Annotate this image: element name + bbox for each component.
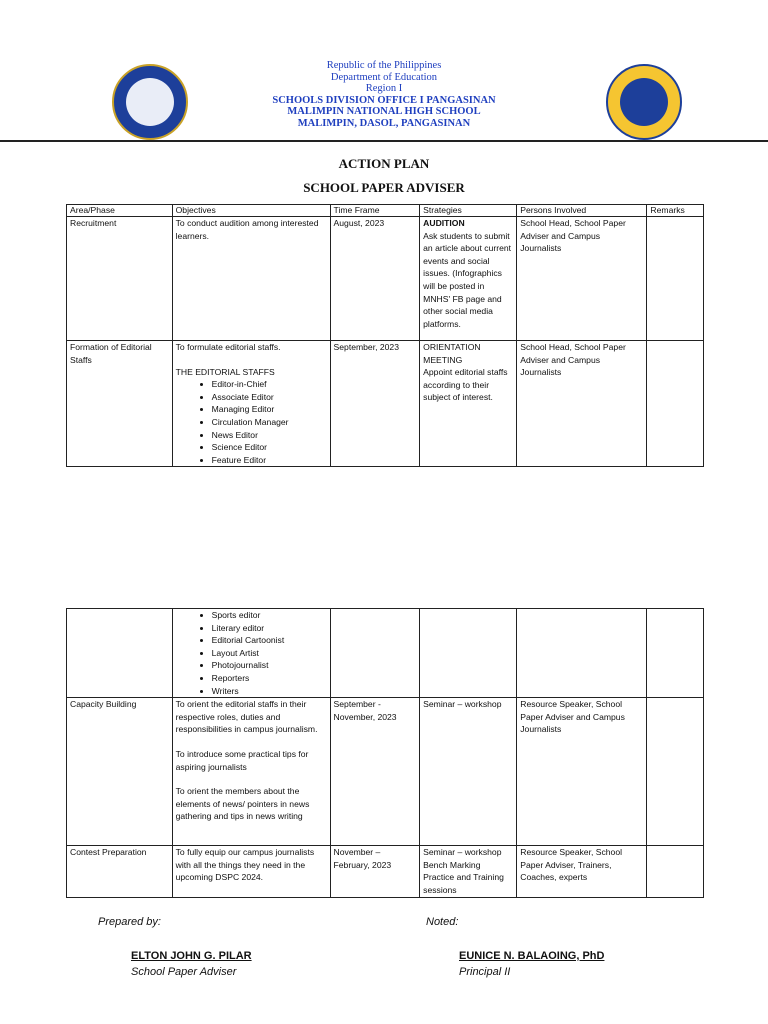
objective-text-1: To orient the editorial staffs in their respective roles, duties and responsibilities in campus journalism.: [175, 699, 318, 735]
column-header-strategies: Strategies: [420, 205, 517, 217]
list-item: • News Editor: [212, 429, 327, 442]
list-item: • Science Editor: [212, 441, 327, 454]
objective-text-3: To orient the members about the elements of news/ pointers in news gathering and tips in news writing: [175, 786, 310, 822]
cell-remarks: [647, 846, 704, 897]
column-header-persons: Persons Involved: [517, 205, 647, 217]
table-row-formation-continued: [67, 609, 704, 698]
cell-time-frame: [330, 609, 420, 698]
cell-time-frame: August, 2023: [330, 217, 420, 341]
noted-label: Noted:: [426, 916, 459, 928]
cell-remarks: [647, 698, 704, 846]
cell-objective: To fully equip our campus journalists with all the things they need in the upcoming DSPC 2024.: [172, 846, 330, 897]
cell-area: Capacity Building: [67, 698, 173, 846]
column-header-objectives: Objectives: [172, 205, 330, 217]
action-plan-table-part-1: [66, 204, 704, 467]
header-line-3: Region I: [365, 83, 403, 94]
list-item: • Managing Editor: [212, 403, 327, 416]
noted-by-role: Principal II: [459, 966, 511, 978]
cell-time-frame: November – February, 2023: [330, 846, 420, 897]
cell-time-frame: September - November, 2023: [330, 698, 420, 846]
cell-area: Contest Preparation: [67, 846, 173, 897]
editorial-staff-list-continued: [176, 609, 327, 697]
list-item: • Sports editor: [212, 609, 327, 622]
list-item: • Layout Artist: [212, 647, 327, 660]
division-office-name: SCHOOLS DIVISION OFFICE I PANGASINAN: [272, 94, 496, 106]
table-row-recruitment: [67, 217, 704, 341]
table-row-capacity-building: [67, 698, 704, 846]
list-item: • Editorial Cartoonist: [212, 634, 327, 647]
column-header-remarks: Remarks: [647, 205, 704, 217]
cell-area: Recruitment: [67, 217, 173, 341]
editorial-staff-list: [176, 378, 327, 466]
action-plan-table-part-2: [66, 608, 704, 898]
noted-by-name: EUNICE N. BALAOING, PhD: [459, 950, 605, 962]
cell-objective: To conduct audition among interested learners.: [172, 217, 330, 341]
table-row-contest-preparation: [67, 846, 704, 897]
cell-persons: School Head, School Paper Adviser and Campus Journalists: [517, 341, 647, 467]
prepared-by-role: School Paper Adviser: [131, 966, 237, 978]
strategy-title: ORIENTATION MEETING: [423, 342, 481, 365]
column-header-time-frame: Time Frame: [330, 205, 420, 217]
objective-text: To formulate editorial staffs.: [175, 342, 281, 352]
division-logo-center-icon: [620, 78, 668, 126]
table-header-row: [67, 205, 704, 217]
strategy-title: AUDITION: [423, 218, 465, 228]
letterhead: [0, 60, 768, 140]
school-address: MALIMPIN, DASOL, PANGASINAN: [297, 117, 471, 129]
cell-time-frame: September, 2023: [330, 341, 420, 467]
cell-strategy: Seminar – workshop: [420, 698, 517, 846]
cell-objective: [172, 341, 330, 467]
cell-persons: School Head, School Paper Adviser and Campus Journalists: [517, 217, 647, 341]
division-office-logo: [606, 64, 682, 140]
list-item: • Associate Editor: [212, 391, 327, 404]
list-item: • Feature Editor: [212, 454, 327, 467]
list-item: • Photojournalist: [212, 659, 327, 672]
prepared-by-label: Prepared by:: [98, 916, 161, 928]
objective-text-2: To introduce some practical tips for aspiring journalists: [175, 748, 309, 772]
cell-area: Formation of Editorial Staffs: [67, 341, 173, 467]
cell-persons: Resource Speaker, School Paper Adviser, Trainers, Coaches, experts: [517, 846, 647, 897]
cell-objective: [172, 698, 330, 846]
cell-remarks: [647, 217, 704, 341]
school-name: MALIMPIN NATIONAL HIGH SCHOOL: [287, 106, 481, 117]
list-item: • Writers: [212, 685, 327, 698]
cell-objective: [172, 609, 330, 698]
list-item: • Circulation Manager: [212, 416, 327, 429]
cell-area: [67, 609, 173, 698]
header-line-1: Republic of the Philippines: [326, 60, 442, 71]
strategy-text: Appoint editorial staffs according to their subject of interest.: [423, 367, 508, 403]
cell-remarks: [647, 609, 704, 698]
column-header-area: Area/Phase: [67, 205, 173, 217]
header-divider: [0, 140, 768, 142]
cell-strategy: Seminar – workshop Bench Marking Practice and Training sessions: [420, 846, 517, 897]
document-subtitle: SCHOOL PAPER ADVISER: [303, 180, 465, 195]
strategy-text: Ask students to submit an article about current events and social issues. (Infographics will be posted in MNHS' FB page and other social media platforms.: [423, 230, 512, 329]
list-item: • Editor-in-Chief: [212, 378, 327, 391]
cell-strategy: [420, 609, 517, 698]
list-item: • Reporters: [212, 672, 327, 685]
table-row-formation: [67, 341, 704, 467]
cell-strategy: [420, 341, 517, 467]
cell-strategy: [420, 217, 517, 341]
cell-remarks: [647, 341, 704, 467]
document-title: ACTION PLAN: [338, 156, 430, 171]
header-line-2: Department of Education: [330, 71, 438, 83]
staff-heading: THE EDITORIAL STAFFS: [175, 366, 275, 377]
list-item: • Literary editor: [212, 622, 327, 635]
cell-persons: Resource Speaker, School Paper Adviser and Campus Journalists: [517, 698, 647, 846]
prepared-by-name: ELTON JOHN G. PILAR: [131, 950, 252, 962]
cell-persons: [517, 609, 647, 698]
